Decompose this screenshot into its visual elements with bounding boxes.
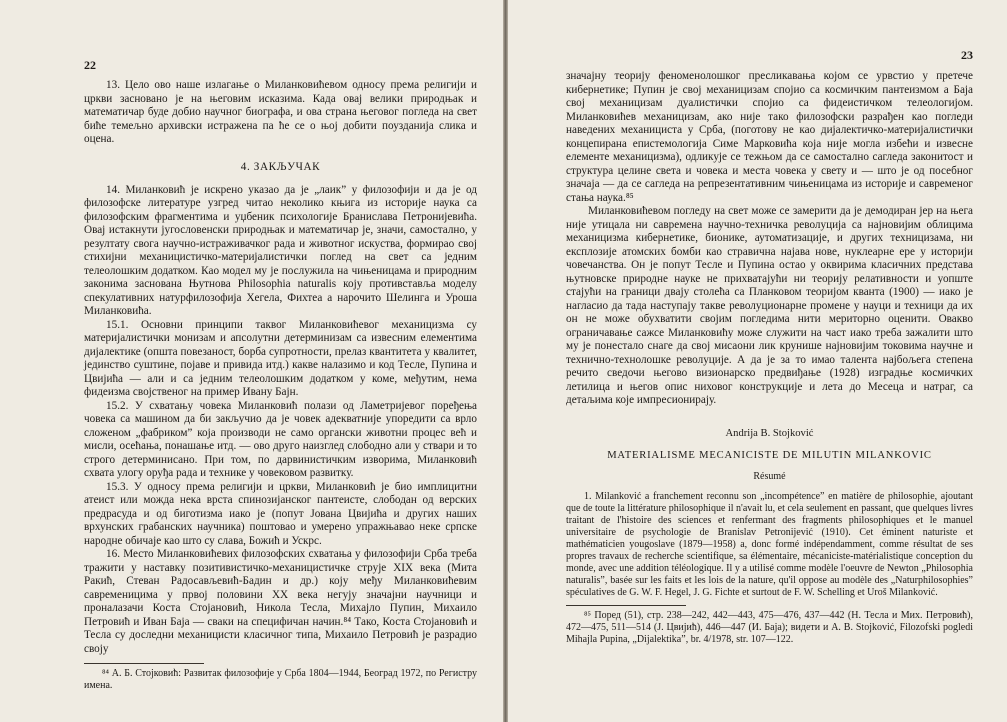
right-page: [508, 0, 1007, 722]
resume-paragraph: 1. Milanković a franchement reconnu son „incompétence” en matière de philosophie, ajoutant que de toute la littérature philosophique il n'avait lu, et cela seulement en passant, que quelques livres traitant de l'histoire des sciences et renfermant des fragments philosophiques et le manuel universitaire de psychologie de Branislav Petronijević (1910). Cet éminent naturiste et mathématicien yougoslave (1879—1958) a, donc formé indépendamment, comme résultat de ses propres travaux de recherche scientifique, sa élémentaire, mécaniciste-matérialistique conception du monde, avec une addition téléologique. Il y a utilisé comme modèle l'oeuvre de Newton „Philosophia naturalis”, basée sur les faits et les lois de la nature, qu'il oppose au modèle des „Naturphilosophies” spéculatives de G. W. F. Hegel, J. G. Fichte et surtout de F. W. Schelling et Uroš Milanković.: [566, 490, 973, 598]
paragraph-continued: значајну теорију феноменолошког пресликавања којом се урвстио у претече кибернетике; Пупин је свој механицизам спојио са космичким пантеизмом а Баја свој механицизам дуалистички спојио са фидеистичком телеологијом. Миланковићев механицизам, ако није тако филозофски разрађен као погледи наведених механициста у Срба, (поготову не као дијалектичко-материјалистички концепирана епистемологија Симе Марковића која није могла избећи и извесне елементе механицизма), одликује се тежњом да се самостално сагледа законитост и структура целине света и човека и места човека у свету и — што је од посебног значаја — да се сагледа на репрезентативним чињеницама из историје и савременог стања наука.⁸⁵: [566, 70, 973, 204]
paragraph-criticism: Миланковићевом погледу на свет може се замерити да је демодиран јер на њега није утицала ни савремена научно-техничка револуција са најновијим облицима механицизма кибернетике, бионике, аутоматизације, и других техницизама, ни експлозије атомских бомби као стравична најава нове, нуклеарне ере у историји човечанства. Он је попут Тесле и Пупина остао у оквирима класичних представа њутновске природне науке не прихватајући ни теорију релативности и уопште стајући на граници двају столећа са Планковом теоријом кванта (1900) — иако је нагласио да тада наступају такве револуционарне промене у науци и техници да их он не може обухватити својим погледима нити мериторно оценити. Овакво ограничавање сажсе Миланковићу може служити на част иако треба зажалити што му је понестало снаге да свој мисаони лик крунише најновијим токовима научне и технично-технолошке револуције. А да је за то имао талента најбољега степена речито сведочи његово визионарско предвиђање (1928) изградње космичких летилица и његов опис ниховог конструкције и лета до Месеца и натраг, са детаљима које импресионирају.: [566, 205, 973, 406]
footnote-divider: [84, 663, 204, 664]
paragraph-13: 13. Цело ово наше излагање о Миланковићевом односу према религији и цркви засновано је на његовим исказима. Када овај велики природњак и математичар буде добио научног биографа, и ова страна његовог погледа на свет биће темељно архивски истражена па ће се о њој добити поузданија слика и оцена.: [84, 79, 477, 145]
footnote-divider: [566, 605, 686, 606]
footnote-84: ⁸⁴ А. Б. Стојковић: Развитак филозофије у Срба 1804—1944, Београд 1972, по Регистру имена.: [84, 668, 477, 692]
author-name: Andrija B. Stojković: [725, 427, 814, 439]
section-heading: 4. ЗАКЉУЧАК: [240, 160, 321, 173]
footnote-85: ⁸⁵ Поред (51), стр. 238—242, 442—443, 475—476, 437—442 (Н. Тесла и Мих. Петровић), 472—475, 511—514 (Ј. Цвијић), 446—447 (И. Баја); видети и А. В. Stojković, Filozofski pogledi Mihajla Pupina, „Dijalektika”, br. 4/1978, str. 107—122.: [566, 609, 973, 645]
paragraph-15-3: 15.3. У односу према религији и цркви, Миланковић је био имплицитни атеист или можда нека врста спинозијанског пантеисте, слободан од верских предрасуда и од биготизма иако је (попут Јована Цвијића и других наших врхунских грабанских научника) поштовао и умерено упражњавао неке српске народне обичаје као што су слава, Божић и Ускрс.: [84, 480, 477, 547]
paragraph-15-1: 15.1. Основни принципи таквог Миланковићевог механицизма су материјалистички монизам и апсолутни детерминизам са извесним елементима дијалектике (општа повезаност, борба супротности, прелаз квантитета у квалитет, јединство суштине, појаве и привида итд.) какве налазимо и код Тесле, Пупина и Цвијића — али и са једним телеолошким додатком у коме, међутим, нема фидеизма својственог на пример Ивану Бајн.: [84, 318, 477, 398]
resume-title: MATERIALISME MECANICISTE DE MILUTIN MILANKOVIC: [607, 449, 932, 461]
resume-label: Résumé: [753, 470, 786, 482]
left-page: [0, 0, 503, 722]
page-number: 23: [961, 48, 973, 62]
paragraph-16: 16. Место Миланковићевих филозофских схватања у филозофији Срба треба тражити у наставку позитивистичко-механицистичке струје XIX века (Мита Ракић, Стеван Радосављевић-Бадин и др.) коју међу Миланковићевим савременицима у првој половини XX века негују значајни научници и проналазачи Коста Стојановић, Никола Тесла, Михајло Пупин, Михаило Петровић и Иван Бајa — сваки на специфичан начин.⁸⁴ Тако, Коста Стојановић и Тесла су доследни механицисти класичног типа, Михаило Петровић је разрадио своју: [84, 548, 477, 655]
paragraph-14: 14. Миланковић је искрено указао да је „лаик” у филозофији и да је од филозофске литературе узгред читао неколико књига из историје наука са филозофским фрагментима и уџбеник психологије Бранислава Петронијевића. Овај истакнути југословенски природњак и математичар је, значи, самостално, у резултату свога научно-истраживачког рада и животног искуства, формирао свој стихијни механицистичко-материјалистички поглед на свет са једним телеолошким додатком. Као модел му је послужила на чињеницама и природним законима заснована Њутнова Philosophia naturalis коју противставља моделу спекулативних натурфилозофија Хегела, Фихтеа а нарочито Шелинга и Уроша Миланковића.: [84, 183, 477, 317]
page-number: 22: [84, 58, 96, 72]
paragraph-15-2: 15.2. У схватању човека Миланковић полази од Ламетријевог поређења човека са машином да би закључио да је човек адекватније упоредити са врло сложеном „фабриком” која производи не само органски животни процес већ и мисли, осећања, понашање итд. — ово друго наизглед слободно али у ствари и то строго детерминисано. При том, по дарвинистичким изворима, Миланковић схвата улогу оруђа рада и технике у човековом развитку.: [84, 399, 477, 479]
